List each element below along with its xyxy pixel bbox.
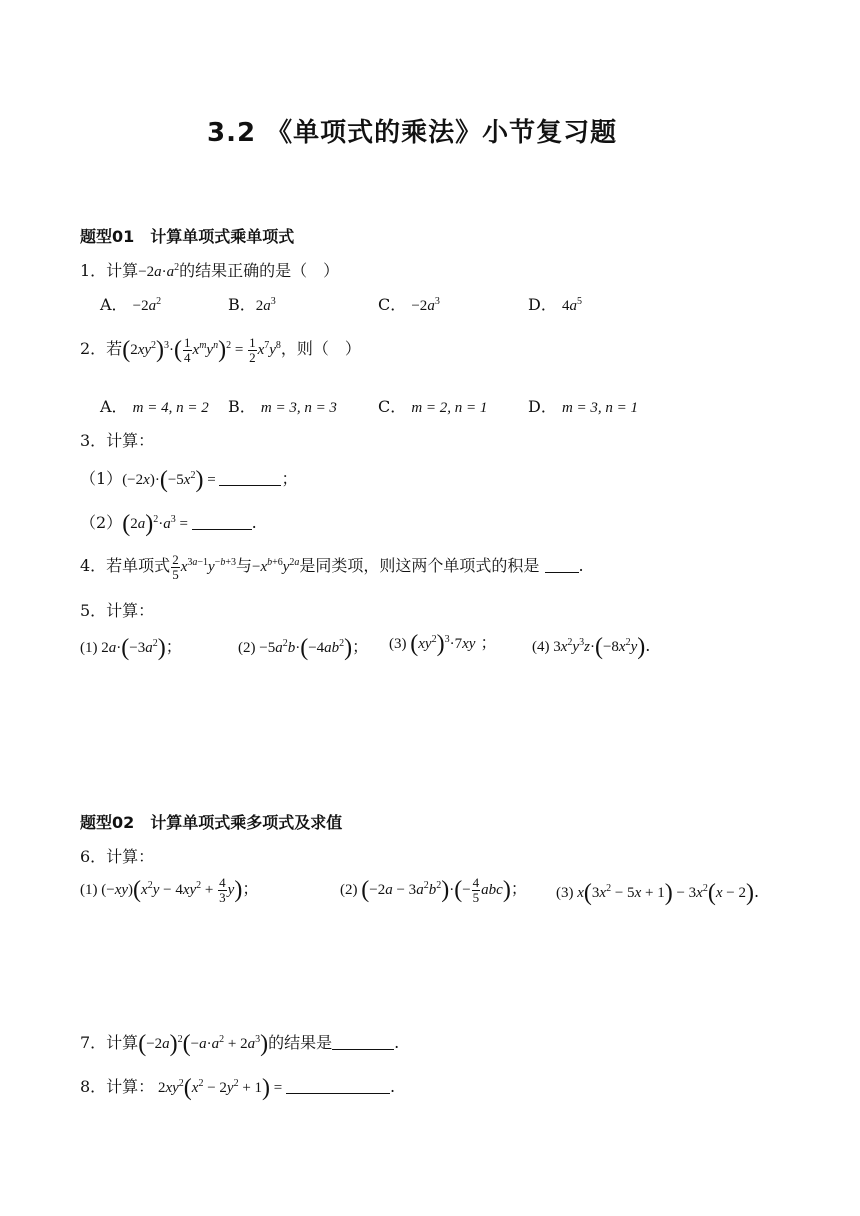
option-label: D． (528, 295, 557, 314)
q2-tail: ，则（ ） (280, 339, 361, 358)
q2-stem: 2．若 (80, 339, 123, 358)
option-value: m = 4, n = 2 (132, 400, 209, 416)
part-label: （2） (80, 513, 123, 532)
q1-expr: $-2a\cdot a^2$ (138, 262, 180, 280)
q6-part-3 (556, 880, 759, 907)
option-label: D． (528, 397, 557, 416)
option-value: m = 3, n = 3 (260, 400, 337, 416)
q7-stem: 7．计算 (80, 1033, 139, 1052)
option-value: $-2a^2$ (132, 296, 162, 314)
q7-tail: 的结果是 (268, 1033, 333, 1052)
q1-stem: 1．计算 (80, 261, 139, 280)
question-2 (80, 336, 361, 365)
q7-expr: $(-2a)^2(-a\cdot a^2 + 2a^3)$ (138, 1031, 269, 1057)
answer-blank[interactable] (332, 1049, 394, 1050)
answer-blank[interactable] (286, 1093, 390, 1094)
q6-p2-expr: (2) $(-2a - 3a^2b^2)\cdot(-$ $\frac{4}{5}$ abc) (340, 875, 511, 906)
q2-option-c[interactable] (378, 394, 487, 417)
q5-p3-expr: (3) $(xy^2)^3\cdot 7xy$ (389, 631, 476, 657)
section-heading-2: 题型02 计算单项式乘多项式及求值 (80, 813, 343, 832)
answer-blank[interactable] (192, 529, 252, 530)
question-8 (80, 1074, 395, 1102)
option-label: A． (100, 295, 128, 314)
q5-p1-expr: (1) $2a\cdot(-3a^2)$ (80, 635, 166, 661)
q8-expr: $2xy^2(x^2 - 2y^2 + 1)$ = (154, 1075, 287, 1101)
answer-blank[interactable] (219, 485, 281, 486)
option-value: $2a^3$ (255, 296, 276, 314)
q6-part-2 (340, 876, 527, 905)
option-label: C． (378, 295, 407, 314)
question-7 (80, 1030, 399, 1058)
q3-part-1 (80, 466, 297, 494)
option-value: m = 3, n = 1 (561, 400, 639, 416)
q2-option-b[interactable] (228, 394, 337, 417)
punct: ； (352, 637, 369, 656)
question-4 (80, 553, 584, 582)
q8-stem: 8．计算： (80, 1077, 155, 1096)
punct: ； (510, 879, 527, 898)
q4-stem: 4．若单项式 (80, 556, 171, 575)
question-1 (80, 258, 339, 281)
question-6: 6．计算： (80, 847, 155, 866)
part-label: （1） (80, 469, 123, 488)
punct: . (645, 636, 651, 655)
q6-part-1 (80, 876, 258, 905)
q6-p3-expr: (3) $x(3x^2 - 5x + 1) - 3x^2(x - 2)$ (556, 880, 754, 906)
page-title: 3.2 《单项式的乘法》小节复习题 (207, 118, 618, 148)
q3-p2-expr: $(2a)^2\cdot a^3$ = (122, 511, 192, 537)
q2-expr: $(2xy^2)^3\cdot$( $\frac{1}{4}$ $x^my^n)^2$ = $\frac{1}{2}$ $x^7y^8$ (122, 335, 281, 366)
option-value: $4a^5$ (561, 296, 582, 314)
q6-p1-expr: (1) $(-xy)(x^2y - 4xy^2$ + $\frac{4}{3}$ y) (80, 875, 243, 906)
q5-p4-expr: (4) $3x^2y^3z\cdot(-8x^2y)$ (532, 634, 646, 660)
q5-part-3 (389, 630, 497, 658)
punct: . (394, 1033, 400, 1052)
q2-option-a[interactable] (100, 394, 209, 417)
q4-tail: 是同类项，则这两个单项式的积是 (299, 556, 540, 575)
punct: ； (242, 879, 259, 898)
q2-option-d[interactable] (528, 394, 638, 417)
q1-option-c[interactable] (378, 292, 440, 315)
q1-option-b[interactable] (228, 292, 276, 315)
punct: . (251, 513, 257, 532)
punct: ； (480, 633, 497, 652)
q5-p2-expr: $(2) -5a^2b\cdot(-4ab^2)$ (238, 635, 353, 661)
punct: . (753, 882, 760, 901)
option-label: B． (228, 295, 256, 314)
punct: . (578, 556, 584, 575)
section-heading-1: 题型01 计算单项式乘单项式 (80, 227, 295, 246)
q5-part-2 (238, 634, 368, 662)
q5-part-1 (80, 634, 182, 662)
option-label: A． (100, 397, 128, 416)
punct: ； (165, 637, 182, 656)
question-5: 5．计算： (80, 601, 155, 620)
q1-tail: 的结果正确的是（ ） (179, 261, 340, 280)
q4-monomial-1: $\frac{2}{5}$ $x^{3a-1}y^{-b+3}$ (172, 552, 236, 583)
q4-monomial-2: $-x^{b+6}y^{2a}$ (251, 557, 300, 575)
q1-option-d[interactable] (528, 292, 582, 315)
q3-p1-expr: $(-2x)\cdot(-5x^2)$ = (122, 467, 220, 493)
answer-blank[interactable] (545, 572, 579, 573)
option-value: m = 2, n = 1 (411, 400, 488, 416)
q1-option-a[interactable] (100, 292, 161, 315)
option-value: $-2a^3$ (411, 296, 440, 314)
q3-part-2 (80, 510, 257, 538)
question-3: 3．计算： (80, 431, 155, 450)
q5-part-4 (532, 634, 650, 661)
q4-mid: 与 (235, 556, 252, 575)
option-label: C． (378, 397, 407, 416)
punct: . (390, 1077, 396, 1096)
punct: ； (281, 469, 298, 488)
option-label: B． (228, 397, 256, 416)
